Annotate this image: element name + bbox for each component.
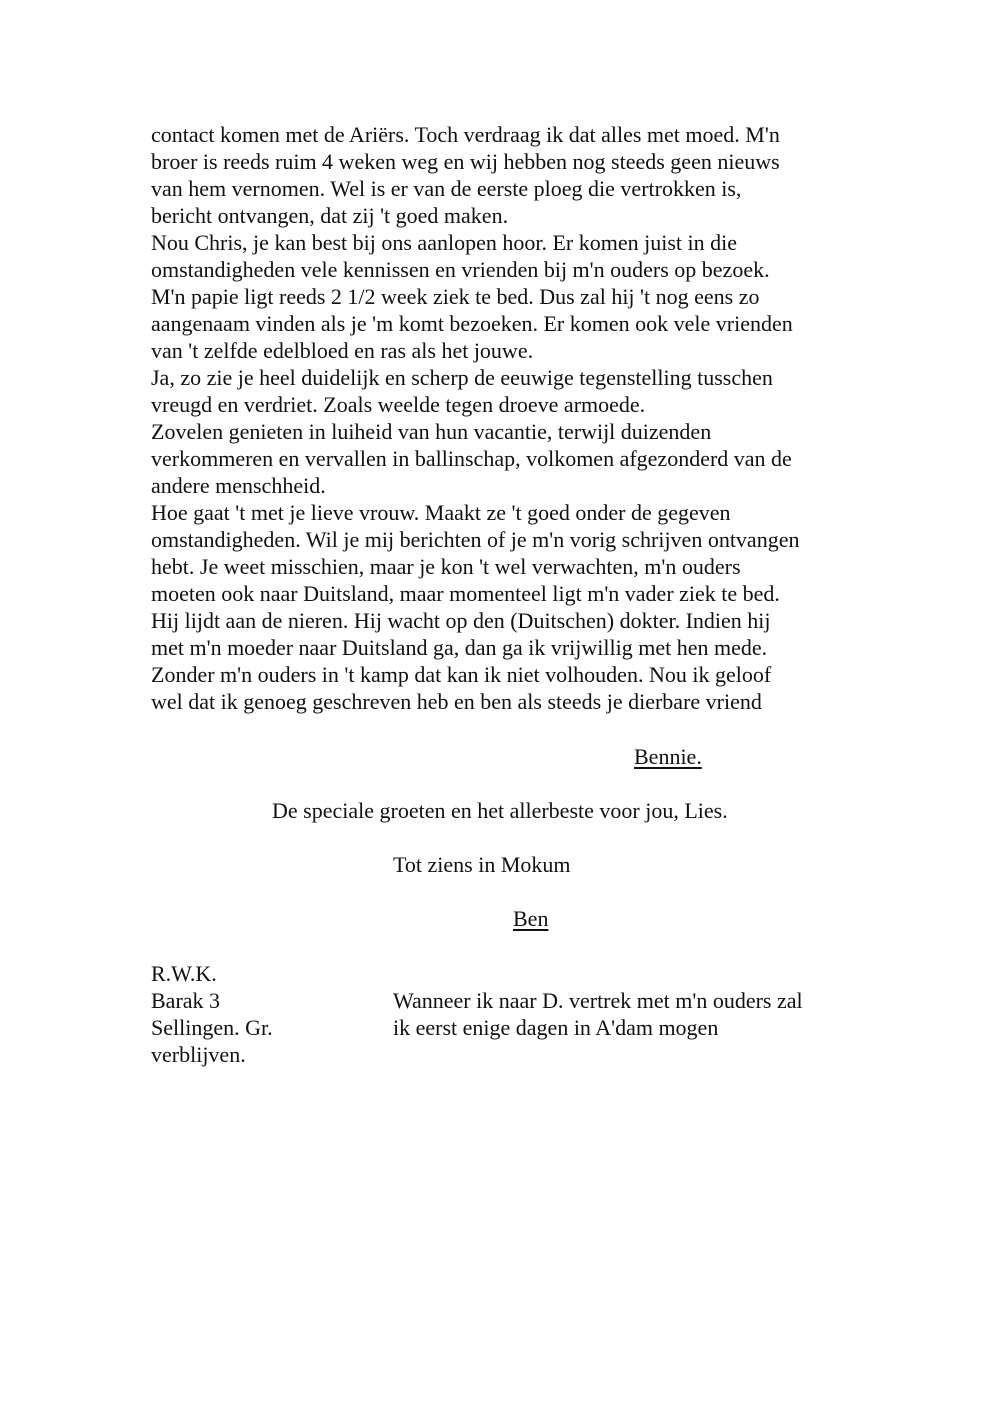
body-line: Zonder m'n ouders in 't kamp dat kan ik niet volhouden. Nou ik geloof — [151, 662, 772, 687]
body-line: vreugd en verdriet. Zoals weelde tegen droeve armoede. — [151, 392, 646, 417]
body-line: broer is reeds ruim 4 weken weg en wij hebben nog steeds geen nieuws — [151, 149, 780, 174]
body-line: verkommeren en vervallen in ballinschap, volkomen afgezonderd van de — [151, 446, 792, 471]
body-line: hebt. Je weet misschien, maar je kon 't wel verwachten, m'n ouders — [151, 554, 741, 579]
farewell-line: Tot ziens in Mokum — [393, 852, 571, 877]
body-line: moeten ook naar Duitsland, maar momenteel ligt m'n vader ziek te bed. — [151, 581, 780, 606]
signature: Bennie. — [634, 744, 702, 769]
address-line: Sellingen. Gr. — [151, 1015, 273, 1040]
body-line: Zovelen genieten in luiheid van hun vacantie, terwijl duizenden — [151, 419, 712, 444]
body-line: omstandigheden. Wil je mij berichten of je m'n vorig schrijven ontvangen — [151, 527, 800, 552]
body-line: omstandigheden vele kennissen en vrienden bij m'n ouders op bezoek. — [151, 257, 770, 282]
body-line: Hij lijdt aan de nieren. Hij wacht op den (Duitschen) dokter. Indien hij — [151, 608, 771, 633]
address-line: R.W.K. — [151, 961, 217, 986]
body-line: Ja, zo zie je heel duidelijk en scherp de eeuwige tegenstelling tusschen — [151, 365, 773, 390]
body-line: Hoe gaat 't met je lieve vrouw. Maakt ze 't goed onder de gegeven — [151, 500, 731, 525]
body-line: Nou Chris, je kan best bij ons aanlopen hoor. Er komen juist in die — [151, 230, 737, 255]
address-line: Barak 3 — [151, 988, 221, 1013]
body-line: van 't zelfde edelbloed en ras als het jouwe. — [151, 338, 534, 363]
letter-body — [151, 121, 871, 715]
postscript-line: ik eerst enige dagen in A'dam mogen — [393, 1015, 719, 1040]
short-signature: Ben — [513, 906, 549, 931]
body-line: M'n papie ligt reeds 2 1/2 week ziek te bed. Dus zal hij 't nog eens zo — [151, 284, 760, 309]
body-line: andere menschheid. — [151, 473, 326, 498]
body-line: contact komen met de Ariërs. Toch verdraag ik dat alles met moed. M'n — [151, 122, 780, 147]
postscript-line: Wanneer ik naar D. vertrek met m'n ouders zal — [393, 988, 803, 1013]
body-line: met m'n moeder naar Duitsland ga, dan ga ik vrijwillig met hen mede. — [151, 635, 768, 660]
body-line: bericht ontvangen, dat zij 't goed maken. — [151, 203, 509, 228]
body-line: van hem vernomen. Wel is er van de eerste ploeg die vertrokken is, — [151, 176, 742, 201]
body-line: wel dat ik genoeg geschreven heb en ben als steeds je dierbare vriend — [151, 689, 762, 714]
body-line: aangenaam vinden als je 'm komt bezoeken. Er komen ook vele vrienden — [151, 311, 793, 336]
greeting-line: De speciale groeten en het allerbeste voor jou, Lies. — [272, 798, 728, 823]
address-line: verblijven. — [151, 1042, 246, 1067]
